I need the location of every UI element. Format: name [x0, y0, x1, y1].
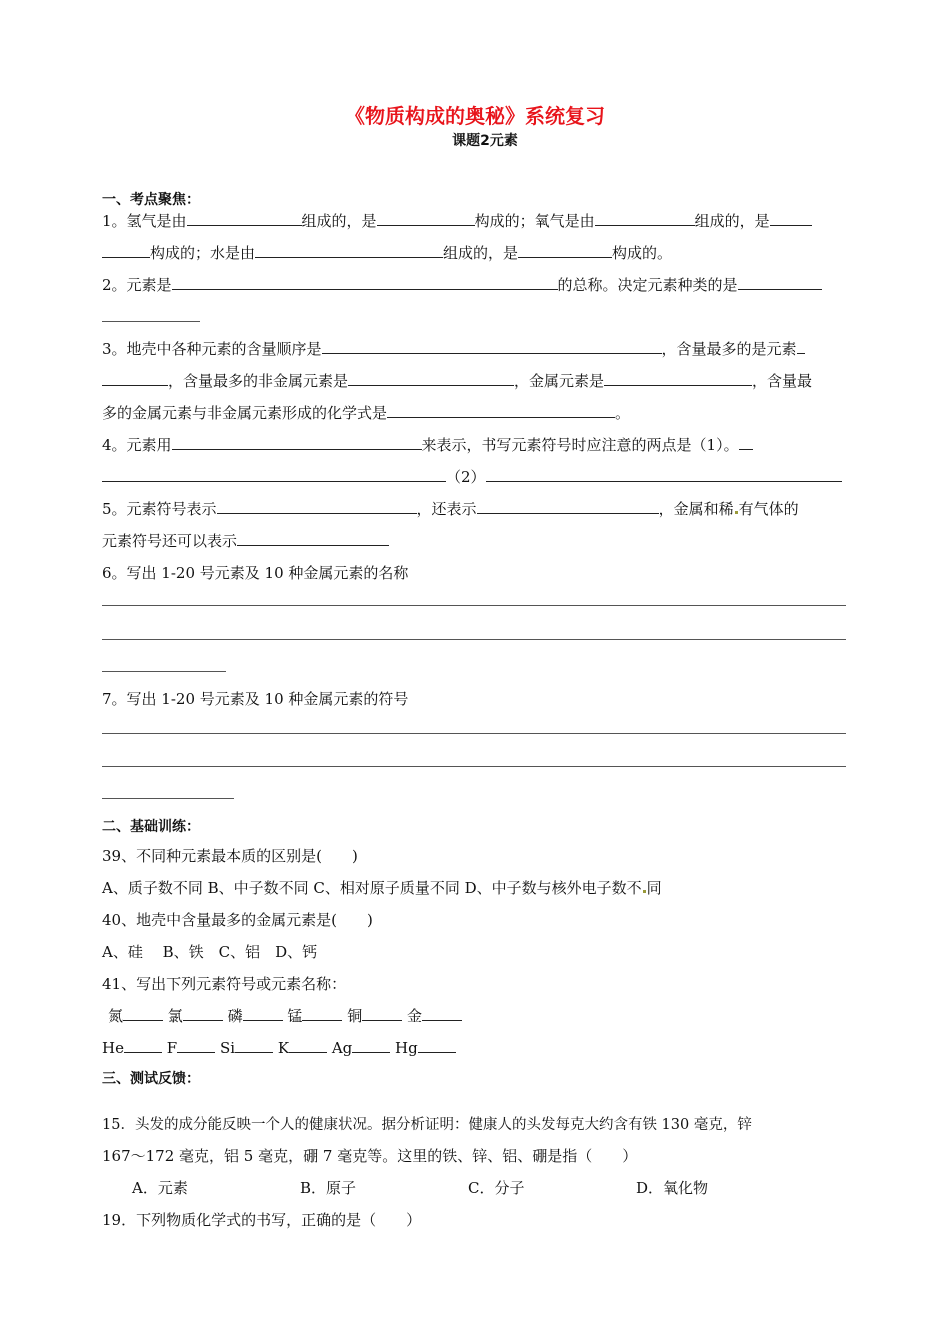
q5-blank-3[interactable] [237, 530, 389, 546]
q3-text-4: ，金属元素是 [514, 372, 605, 390]
q5-blank-1[interactable] [217, 498, 417, 514]
element-name: 氮 [108, 1007, 124, 1025]
question-39-stem: 39、不同种元素最本质的区别是( ) [102, 847, 358, 865]
question-41-stem: 41、写出下列元素符号或元素名称： [102, 975, 347, 993]
q6-text-1: 6。写出 1-2 [102, 564, 186, 582]
element-symbol: Ag [331, 1039, 353, 1057]
q1-blank-7[interactable] [518, 242, 612, 258]
q1-text-2: 组成的，是 [301, 212, 377, 230]
q3-blank-7[interactable] [387, 402, 615, 418]
q7-answer-line-2[interactable] [102, 766, 846, 767]
page-title: 《物质构成的奥秘》系统复习 [345, 104, 605, 128]
option-c[interactable]: C．分子 [468, 1179, 525, 1197]
question-2-line-1 [102, 274, 822, 295]
element-symbol: Si [219, 1039, 236, 1057]
q5-blank-2[interactable] [477, 498, 659, 514]
element-symbol: F [166, 1039, 178, 1057]
element-symbol: Hg [395, 1039, 418, 1057]
q3-text-5: ，含量最 [752, 372, 813, 390]
q3-text-1: 3。地壳中各种元素的含量顺序是 [102, 340, 322, 358]
q3-blank-1[interactable] [322, 338, 590, 354]
element-blank[interactable] [289, 1037, 327, 1053]
question-40-stem: 40、地壳中含量最多的金属元素是( ) [102, 911, 373, 929]
question-3-line-2 [102, 370, 812, 391]
q6-text-2: 0 号元素及 10 种金属元素的名称 [185, 564, 409, 582]
element-blank[interactable] [418, 1037, 456, 1053]
q3-blank-6[interactable] [604, 370, 752, 386]
element-symbol: He [102, 1039, 124, 1057]
q3-blank-3[interactable] [797, 338, 805, 354]
question-6-line-1 [102, 562, 408, 583]
stray-dot [735, 511, 738, 514]
q1-blank-3[interactable] [595, 210, 695, 226]
q6-answer-line-3[interactable] [102, 671, 226, 672]
question-15-line-1: 15．头发的成分能反映一个人的健康状况。据分析证明：健康人的头发每克大约含有铁 130 毫克，锌 [102, 1117, 752, 1133]
q1-blank-6[interactable] [255, 242, 443, 258]
element-symbol: K [277, 1039, 290, 1057]
section-heading-1: 一、考点聚焦： [102, 192, 200, 208]
q2-blank-2[interactable] [738, 274, 822, 290]
question-40-options: A、硅 B、铁 C、铝 D、钙 [102, 943, 318, 961]
element-name: 锰 [287, 1007, 303, 1025]
q39-options-end: 同 [646, 879, 662, 897]
question-1-line-2 [102, 242, 672, 263]
q4-blank-3[interactable] [102, 466, 446, 482]
q1-blank-4[interactable] [770, 210, 812, 226]
question-4-line-2 [102, 466, 842, 487]
element-blank[interactable] [352, 1037, 390, 1053]
option-a[interactable]: A．元素 [132, 1179, 188, 1197]
q1-text-1: 1。氢气是由 [102, 212, 187, 230]
element-name: 铜 [347, 1007, 363, 1025]
q1-blank-5[interactable] [102, 242, 150, 258]
option-b[interactable]: B．原子 [300, 1179, 357, 1197]
question-4-line-1 [102, 434, 753, 455]
question-15-line-2: 167～172 毫克，铝 5 毫克，硼 7 毫克等。这里的铁、锌、铝、硼是指（ ） [102, 1147, 638, 1165]
question-3-line-3 [102, 402, 630, 423]
q3-text-3: ，含量最多的非金属元素是 [168, 372, 349, 390]
stray-dot [643, 890, 646, 893]
element-name: 金 [406, 1007, 422, 1025]
question-19-stem: 19．下列物质化学式的书写，正确的是（ ） [102, 1211, 422, 1229]
q3-blank-5[interactable] [348, 370, 514, 386]
q2-text-2: 的总称。决定元素种类的是 [557, 276, 738, 294]
q1-text-5: 构成的；水是由 [150, 244, 256, 262]
section-heading-2: 二、基础训练： [102, 819, 200, 835]
q2-blank-3[interactable] [102, 321, 200, 322]
q2-blank-1[interactable] [172, 274, 558, 290]
q4-blank-2[interactable] [739, 434, 753, 450]
question-15-options [132, 1177, 708, 1198]
q5-text-4: 有气体的 [738, 500, 799, 518]
question-7-line-1: 7。写出 1-20 号元素及 10 种金属元素的符号 [102, 690, 409, 708]
q7-answer-line-1[interactable] [102, 733, 846, 734]
q7-answer-line-3[interactable] [102, 798, 234, 799]
option-d[interactable]: D．氧化物 [636, 1179, 709, 1197]
q3-text-6: 多的金属元素与非金属元素形成的化学式是 [102, 404, 388, 422]
q3-blank-4[interactable] [102, 370, 168, 386]
q3-blank-2[interactable] [590, 338, 662, 354]
q5-text-3: ，金属和稀 [658, 500, 734, 518]
element-blank[interactable] [177, 1037, 215, 1053]
q4-text-1: 4。元素用 [102, 436, 172, 454]
element-blank[interactable] [422, 1005, 462, 1021]
question-5-line-2 [102, 530, 389, 551]
element-blank[interactable] [183, 1005, 223, 1021]
section-heading-3: 三、测试反馈： [102, 1071, 200, 1087]
q4-text-2: 来表示，书写元素符号时应注意的两点是（1）。 [421, 436, 739, 454]
q5-text-1: 5。元素符号表示 [102, 500, 217, 518]
element-blank[interactable] [243, 1005, 283, 1021]
q1-blank-1[interactable] [187, 210, 302, 226]
q1-text-4: 组成的，是 [694, 212, 770, 230]
q1-blank-2[interactable] [377, 210, 475, 226]
q39-options-text: A、质子数不同 B、中子数不同 C、相对原子质量不同 D、中子数与核外电子数不 [102, 879, 642, 897]
element-blank[interactable] [123, 1005, 163, 1021]
element-blank[interactable] [302, 1005, 342, 1021]
q6-answer-line-2[interactable] [102, 639, 846, 640]
q1-text-6: 组成的，是 [443, 244, 519, 262]
q4-blank-4[interactable] [486, 466, 842, 482]
element-blank[interactable] [362, 1005, 402, 1021]
q5-text-5: 元素符号还可以表示 [102, 532, 238, 550]
element-name: 氯 [167, 1007, 183, 1025]
question-1-line-1 [102, 210, 812, 231]
q3-text-2: ，含量最多的是元素 [661, 340, 797, 358]
q1-text-7: 构成的。 [612, 244, 673, 262]
q4-text-3: （2） [446, 468, 486, 486]
question-39-options [102, 877, 662, 898]
q3-text-7: 。 [615, 404, 631, 422]
q4-blank-1[interactable] [172, 434, 422, 450]
question-41-symbols [102, 1037, 456, 1057]
question-3-line-1 [102, 338, 805, 359]
element-blank[interactable] [235, 1037, 273, 1053]
page-subtitle: 课题2元素 [452, 133, 518, 149]
q1-text-3: 构成的；氧气是由 [474, 212, 595, 230]
question-41-names [108, 1005, 462, 1026]
q6-answer-line-1[interactable] [102, 605, 846, 606]
q2-text-1: 2。元素是 [102, 276, 172, 294]
question-5-line-1 [102, 498, 799, 519]
q5-text-2: ，还表示 [416, 500, 477, 518]
element-name: 磷 [227, 1007, 243, 1025]
element-blank[interactable] [124, 1037, 162, 1053]
